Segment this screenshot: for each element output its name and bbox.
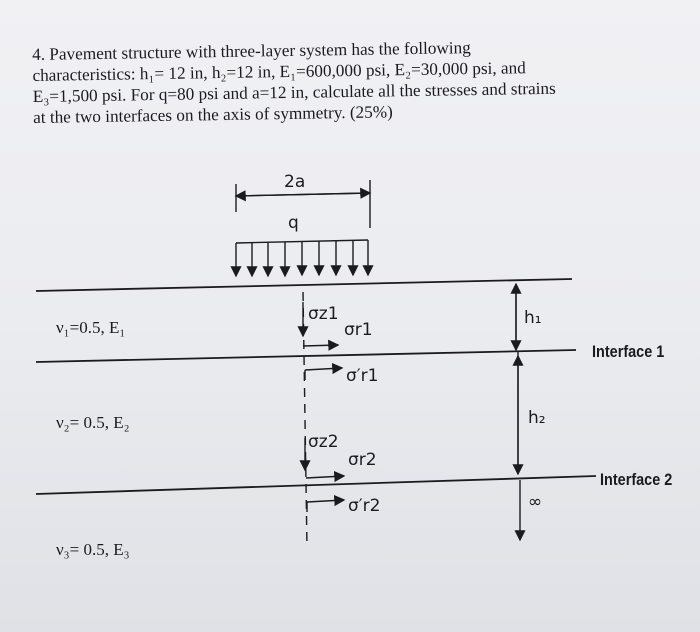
problem-line-4: at the two interfaces on the axis of symmetry. (25%) <box>33 102 393 127</box>
label-sigma-r2-prime: σ′r2 <box>348 496 381 516</box>
label-sigma-r1: σr1 <box>344 320 373 340</box>
layer-1-properties: ν₁=0.5, E₁ <box>56 318 126 337</box>
label-2a: 2a <box>284 172 306 192</box>
label-interface-2: Interface 2 <box>600 470 673 489</box>
label-h1: h₁ <box>524 308 542 328</box>
problem-line-1: 4. Pavement structure with three-layer system has the following <box>32 38 471 64</box>
layer-3-properties: ν₃= 0.5, E₃ <box>56 540 130 559</box>
label-sigma-z1: σz1 <box>308 304 339 324</box>
label-interface-1: Interface 1 <box>592 342 665 361</box>
label-sigma-z2: σz2 <box>308 432 339 452</box>
interface-1-line <box>36 350 576 362</box>
interface-2-line <box>36 476 596 494</box>
label-h2: h₂ <box>528 408 546 428</box>
label-q: q <box>288 213 299 233</box>
layer-2-properties: ν₂= 0.5, E₂ <box>56 413 130 432</box>
problem-line-3: E₃=1,500 psi. For q=80 psi and a=12 in, calculate all the stresses and strains <box>32 78 556 106</box>
problem-line-2: characteristics: h₁= 12 in, h₂=12 in, E₁=600,000 psi, E₂=30,000 psi, and <box>32 58 526 85</box>
label-sigma-r2: σr2 <box>348 450 377 470</box>
surface-line <box>36 279 572 291</box>
label-sigma-r1-prime: σ′r1 <box>346 366 379 386</box>
label-infinity: ∞ <box>528 492 543 512</box>
